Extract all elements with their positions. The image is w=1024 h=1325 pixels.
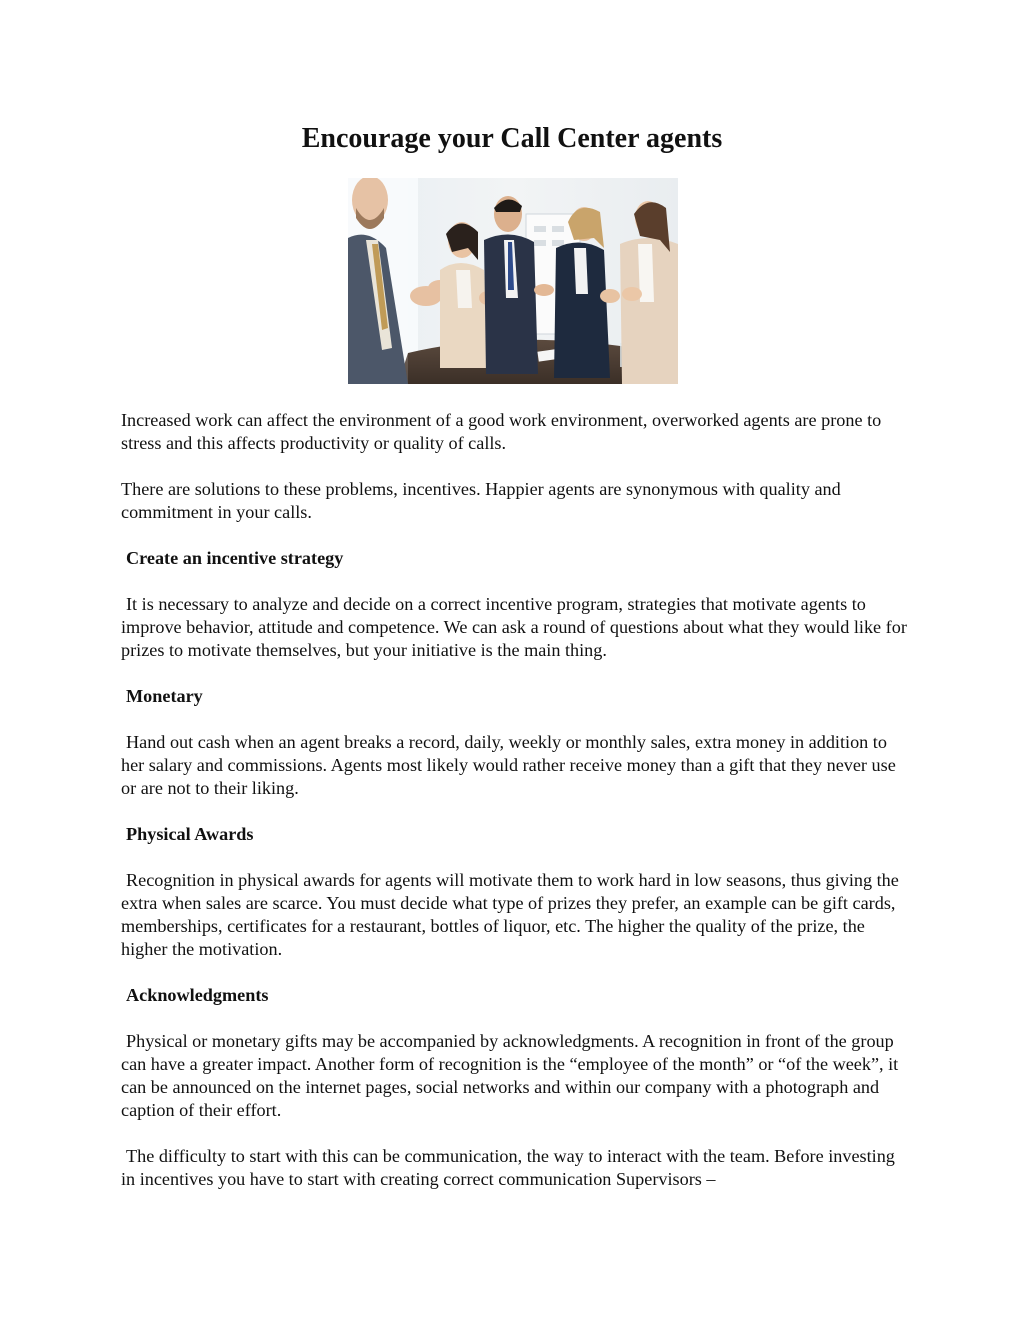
paragraph-solutions: There are solutions to these problems, incentives. Happier agents are synonymous with quality and commitment in your calls.: [121, 479, 841, 522]
page-title: Encourage your Call Center agents: [301, 123, 723, 154]
paragraph-communication: The difficulty to start with this can be communication, the way to interact with the team. Before investing in incentives you have to start with creating correct communication Supervisors –: [121, 1146, 895, 1189]
paragraph-incentive-strategy: It is necessary to analyze and decide on a correct incentive program, strategies that motivate agents to improve behavior, attitude and competence. We can ask a round of questions about what they would like for prizes to motivate themselves, but your initiative is the main thing.: [121, 594, 907, 660]
article-body: [121, 409, 911, 1214]
heading-physical-awards: Physical Awards: [126, 824, 254, 844]
team-applause-photo: [348, 178, 678, 384]
heading-acknowledgments: Acknowledgments: [126, 985, 269, 1005]
paragraph-intro: Increased work can affect the environment of a good work environment, overworked agents are prone to stress and this affects productivity or quality of calls.: [121, 410, 882, 453]
heading-incentive-strategy: Create an incentive strategy: [126, 548, 344, 568]
paragraph-monetary: Hand out cash when an agent breaks a record, daily, weekly or monthly sales, extra money in addition to her salary and commissions. Agents most likely would rather receive money than a gift that they never use or are not to their liking.: [121, 732, 896, 798]
paragraph-acknowledgments: Physical or monetary gifts may be accompanied by acknowledgments. A recognition in front of the group can have a greater impact. Another form of recognition is the “employee of the month” or “of the week”, it can be announced on the internet pages, social networks and within our company with a photograph and caption of their effort.: [121, 1031, 899, 1120]
paragraph-physical-awards: Recognition in physical awards for agents will motivate them to work hard in low seasons, thus giving the extra when sales are scarce. You must decide what type of prizes they prefer, an example can be gift cards, memberships, certificates for a restaurant, bottles of liquor, etc. The higher the quality of the prize, the higher the motivation.: [121, 870, 899, 959]
heading-monetary: Monetary: [126, 686, 203, 706]
